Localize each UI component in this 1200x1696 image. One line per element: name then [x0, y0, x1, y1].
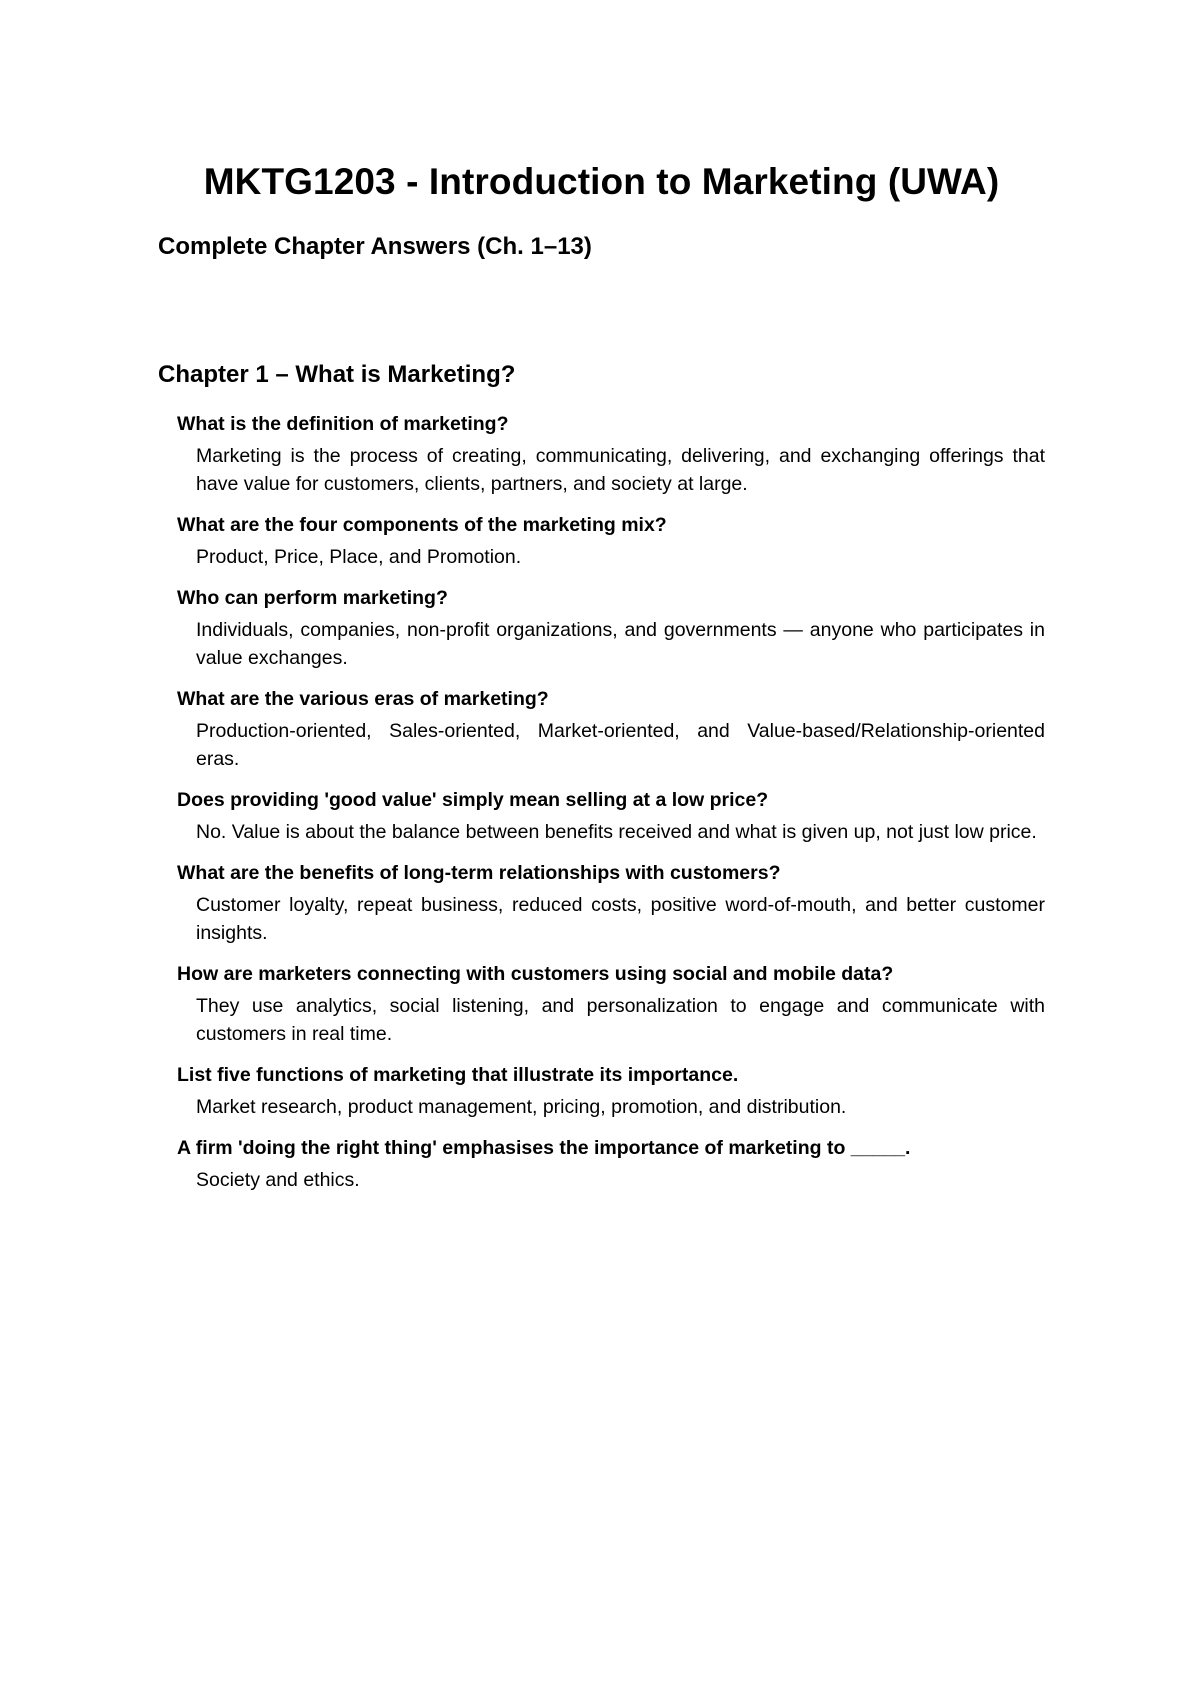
qa-item [177, 511, 1045, 571]
qa-item [177, 1134, 1045, 1194]
answer: Market research, product management, pricing, promotion, and distribution. [196, 1096, 847, 1118]
question: A firm 'doing the right thing' emphasises the importance of marketing to _____. [177, 1137, 911, 1159]
question: How are marketers connecting with customers using social and mobile data? [177, 963, 894, 985]
question: Who can perform marketing? [177, 587, 448, 609]
answer: Individuals, companies, non-profit organizations, and governments — anyone who participates in value exchanges. [196, 619, 1045, 669]
document-subtitle: Complete Chapter Answers (Ch. 1–13) [158, 233, 592, 260]
chapter-heading: Chapter 1 – What is Marketing? [158, 361, 516, 388]
answer: Society and ethics. [196, 1169, 360, 1191]
qa-list [177, 410, 1045, 1194]
answer: Customer loyalty, repeat business, reduced costs, positive word-of-mouth, and better customer insights. [196, 894, 1045, 944]
qa-item [177, 960, 1045, 1048]
question: List five functions of marketing that illustrate its importance. [177, 1064, 739, 1086]
answer: They use analytics, social listening, and personalization to engage and communicate with customers in real time. [196, 995, 1045, 1045]
question: What is the definition of marketing? [177, 413, 509, 435]
qa-item [177, 859, 1045, 947]
question: What are the four components of the marketing mix? [177, 514, 667, 536]
answer: Production-oriented, Sales-oriented, Market-oriented, and Value-based/Relationship-oriented eras. [196, 720, 1045, 770]
answer: Marketing is the process of creating, communicating, delivering, and exchanging offerings that have value for customers, clients, partners, and society at large. [196, 445, 1045, 495]
qa-item [177, 1061, 1045, 1121]
qa-item [177, 685, 1045, 773]
document-title: MKTG1203 - Introduction to Marketing (UWA) [203, 161, 1000, 202]
question: Does providing 'good value' simply mean selling at a low price? [177, 789, 769, 811]
qa-item [177, 410, 1045, 498]
answer: No. Value is about the balance between benefits received and what is given up, not just low price. [196, 821, 1037, 843]
qa-item [177, 584, 1045, 672]
answer: Product, Price, Place, and Promotion. [196, 546, 522, 568]
question: What are the benefits of long-term relationships with customers? [177, 862, 781, 884]
question: What are the various eras of marketing? [177, 688, 549, 710]
qa-item [177, 786, 1045, 846]
